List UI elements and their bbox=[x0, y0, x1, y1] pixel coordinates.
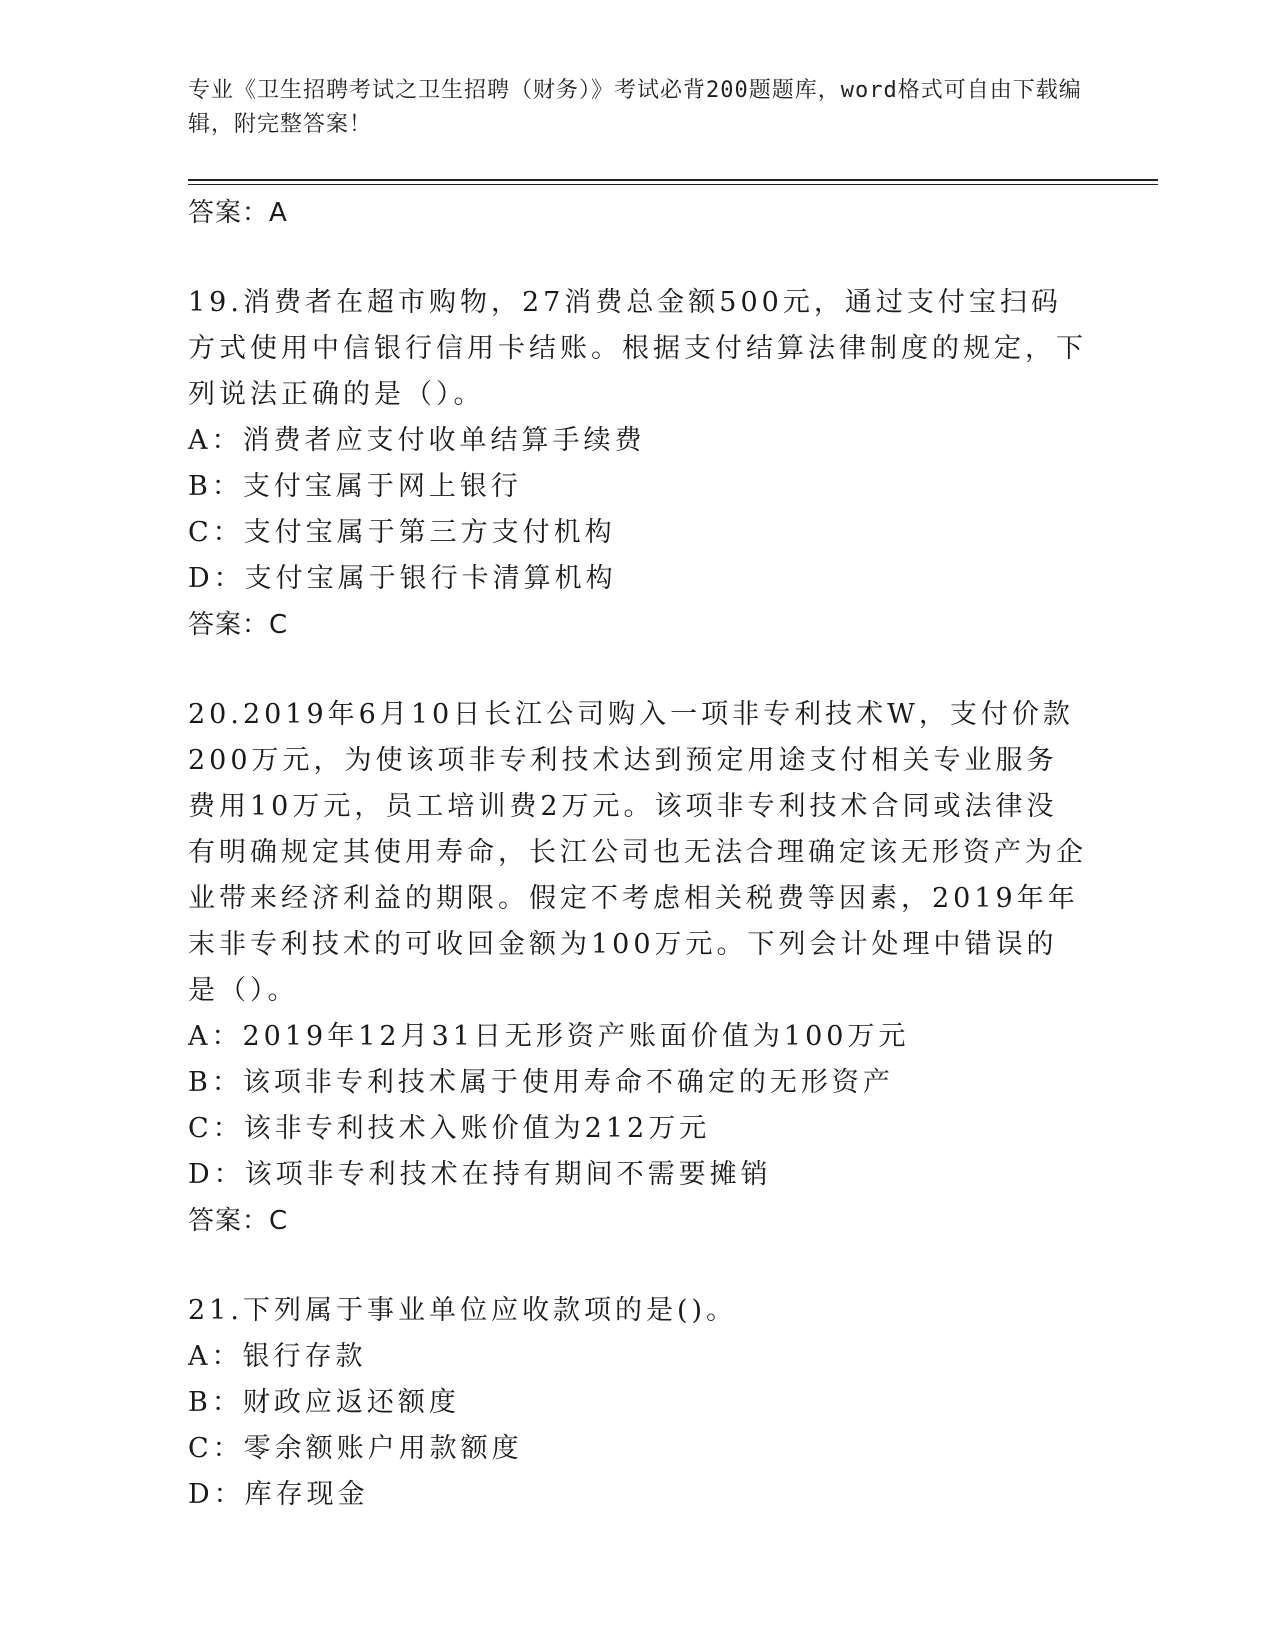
option-b: B：支付宝属于网上银行 bbox=[188, 471, 522, 502]
option-b: B：财政应返还额度 bbox=[188, 1387, 460, 1418]
option-c: C：该非专利技术入账价值为212万元 bbox=[188, 1113, 711, 1144]
spacer bbox=[188, 648, 1088, 692]
option-d: D：库存现金 bbox=[188, 1479, 369, 1510]
option-a: A：消费者应支付收单结算手续费 bbox=[188, 425, 646, 456]
spacer bbox=[188, 236, 1088, 280]
question-block-21 bbox=[188, 1288, 1088, 1518]
option-d: D：该项非专利技术在持有期间不需要摊销 bbox=[188, 1159, 772, 1190]
option-a: A：银行存款 bbox=[188, 1341, 367, 1372]
question-stem: 19.消费者在超市购物，27消费总金额500元，通过支付宝扫码方式使用中信银行信用卡结账。根据支付结算法律制度的规定，下列说法正确的是（）。 bbox=[188, 287, 1087, 410]
answer-line: 答案：A bbox=[188, 198, 288, 228]
question-block-20 bbox=[188, 692, 1088, 1244]
answer-line: 答案：C bbox=[188, 610, 289, 640]
option-c: C：零余额账户用款额度 bbox=[188, 1433, 523, 1464]
answer-line: 答案：C bbox=[188, 1206, 289, 1236]
option-b: B：该项非专利技术属于使用寿命不确定的无形资产 bbox=[188, 1067, 894, 1098]
question-stem: 21.下列属于事业单位应收款项的是()。 bbox=[188, 1295, 738, 1326]
document-body bbox=[188, 190, 1088, 1518]
question-block-19 bbox=[188, 280, 1088, 648]
question-stem: 20.2019年6月10日长江公司购入一项非专利技术W，支付价款200万元，为使该项非专利技术达到预定用途支付相关专业服务费用10万元，员工培训费2万元。该项非专利技术合同或法律没有明确规定其使用寿命，长江公司也无法合理确定该无形资产为企业带来经济利益的期限。假定不考虑相关税费等因素，2019年年末非专利技术的可收回金额为100万元。下列会计处理中错误的是（）。 bbox=[188, 699, 1087, 1006]
option-a: A：2019年12月31日无形资产账面价值为100万元 bbox=[188, 1021, 910, 1052]
option-d: D：支付宝属于银行卡清算机构 bbox=[188, 563, 617, 594]
document-header: 专业《卫生招聘考试之卫生招聘（财务）》考试必背200题题库，word格式可自由下载编辑，附完整答案！ bbox=[188, 78, 1082, 137]
option-c: C：支付宝属于第三方支付机构 bbox=[188, 517, 616, 548]
spacer bbox=[188, 1244, 1088, 1288]
header-divider-thick bbox=[188, 179, 1158, 181]
header-divider-thin bbox=[188, 184, 1158, 185]
